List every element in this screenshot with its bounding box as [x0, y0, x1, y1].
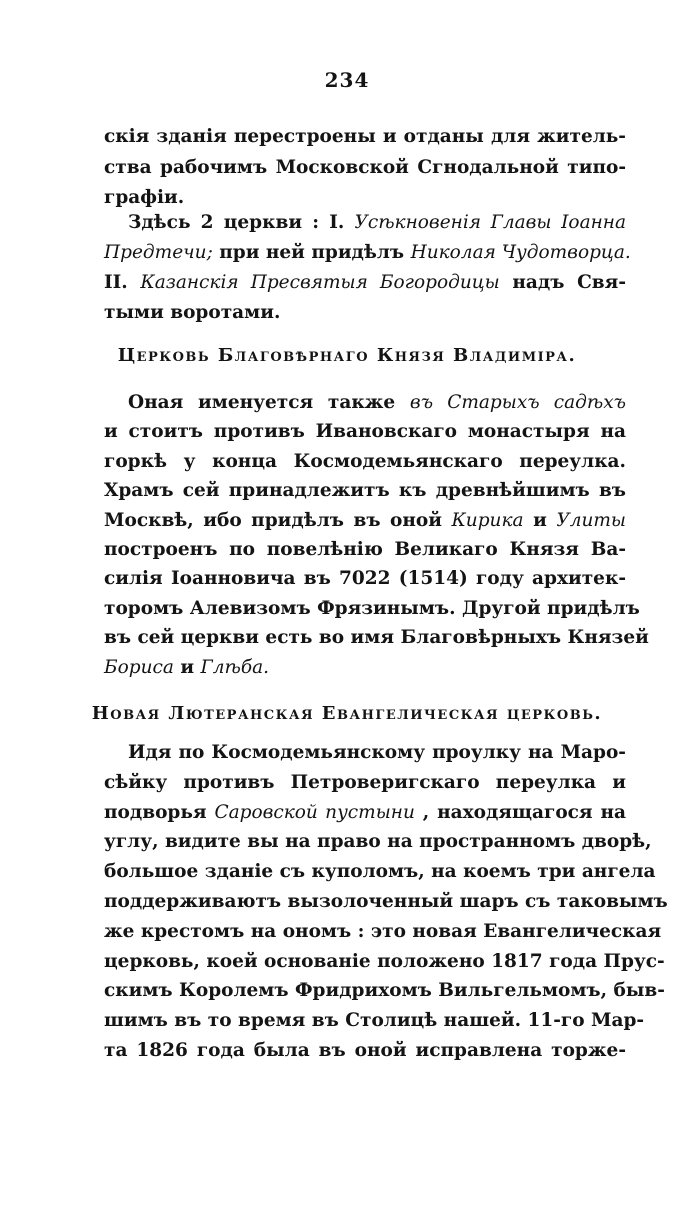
text-run: и — [173, 656, 201, 678]
p4-line — [104, 947, 665, 977]
text-run: тыми воротами. — [104, 302, 281, 323]
text-run: надъ Свя- — [499, 272, 626, 293]
heading-lutheran-church: Новая Лютеранская Евангелическая церковь. — [91, 703, 603, 724]
p4-line — [104, 917, 662, 947]
text-run: торомъ Алевизомъ Фрязинымъ. Другой придѣлъ — [104, 597, 640, 619]
p3-line — [104, 506, 626, 536]
p3-line — [128, 388, 626, 418]
text-run: скимъ Королемъ Фридрихомъ Вильгельмомъ, быв- — [104, 980, 665, 1002]
text-run: , находящагося на — [414, 801, 626, 823]
p3-line — [104, 417, 626, 447]
text-run: въ сей церкви есть во имя Благовѣрныхъ Князей — [104, 627, 649, 649]
p3-line — [104, 535, 626, 565]
italic-text: Николая Чудотворца. — [410, 242, 631, 263]
italic-text: Бориса — [104, 656, 174, 678]
heading-st-vladimir-church: Церковь Благовѣрнаго Князя Владиміра. — [117, 345, 577, 366]
italic-text: Кирика — [451, 509, 524, 531]
text-run: ства рабочимъ Московской Сгнодальной типо- — [104, 156, 626, 178]
p1-line — [104, 153, 626, 183]
text-run: горкѣ у конца Космодемьянскаго переулка. — [104, 450, 626, 472]
text-run: II. — [104, 272, 141, 293]
italic-text: Саровской пустыни — [214, 801, 415, 823]
italic-text: Улиты — [556, 509, 627, 531]
text-run: поддерживаютъ вызолоченный шаръ съ таковымъ — [104, 891, 668, 912]
p3-line — [104, 564, 626, 594]
p3-line — [104, 594, 640, 624]
p4-line — [104, 1036, 626, 1066]
italic-text: Глѣба. — [200, 656, 270, 678]
text-run: углу, видите вы на право на пространномъ дворѣ, — [104, 831, 652, 853]
p4-line — [104, 857, 656, 887]
p2-line — [104, 268, 626, 298]
italic-text: Казанскія Пресвятыя Богородицы — [140, 272, 500, 293]
text-run: сѣйку противъ Петроверигскаго переулка и — [104, 771, 626, 793]
page-number: 234 — [324, 68, 370, 92]
p4-line — [104, 1006, 645, 1036]
text-run: Москвѣ, ибо придѣлъ въ оной — [104, 509, 452, 531]
p4-line — [104, 976, 665, 1006]
p4-line — [128, 738, 626, 768]
italic-text: Усѣкновенія Главы Іоанна — [354, 212, 626, 233]
text-run: Храмъ сей принадлежитъ къ древнѣйшимъ въ — [104, 480, 626, 502]
text-run: и стоитъ противъ Ивановскаго монастыря на — [104, 421, 626, 443]
p2-line — [104, 298, 626, 328]
text-run: подворья — [104, 801, 215, 823]
p4-line — [104, 798, 626, 828]
italic-text: въ Старыхъ садѣхъ — [409, 392, 626, 413]
text-run: силія Іоанновича въ 7022 (1514) году архитек- — [104, 568, 626, 590]
text-run: шимъ въ то время въ Столицѣ нашей. 11-го Мар- — [104, 1010, 645, 1032]
text-run: графіи. — [104, 187, 185, 208]
text-run: построенъ по повелѣнію Великаго Князя Ва- — [104, 539, 626, 560]
text-run: та 1826 года была въ оной исправлена торже- — [104, 1040, 626, 1061]
italic-text: Предтечи; — [104, 242, 213, 263]
text-run: большое зданіе съ куполомъ, на коемъ три ангела — [104, 861, 656, 883]
text-run: же крестомъ на ономъ : это новая Евангелическая — [104, 920, 662, 942]
text-run: церковь, коей основаніе положено 1817 года Прус- — [104, 950, 665, 972]
p1-line — [104, 122, 626, 152]
text-run: Здѣсь 2 церкви : I. — [128, 212, 355, 233]
p3-line — [104, 623, 649, 653]
text-run: Оная именуется также — [128, 392, 410, 413]
p3-line — [104, 476, 626, 506]
text-run: при ней придѣлъ — [212, 242, 411, 263]
p3-line — [104, 447, 626, 477]
text-run: и — [523, 509, 557, 531]
p3-line — [104, 653, 626, 683]
p4-line — [104, 827, 652, 857]
p2-line — [128, 208, 626, 238]
p4-line — [104, 887, 668, 917]
p2-line — [104, 238, 631, 268]
text-run: скія зданія перестроены и отданы для житель- — [104, 126, 626, 147]
p4-line — [104, 768, 626, 798]
text-run: Идя по Космодемьянскому проулку на Маро- — [128, 742, 626, 763]
